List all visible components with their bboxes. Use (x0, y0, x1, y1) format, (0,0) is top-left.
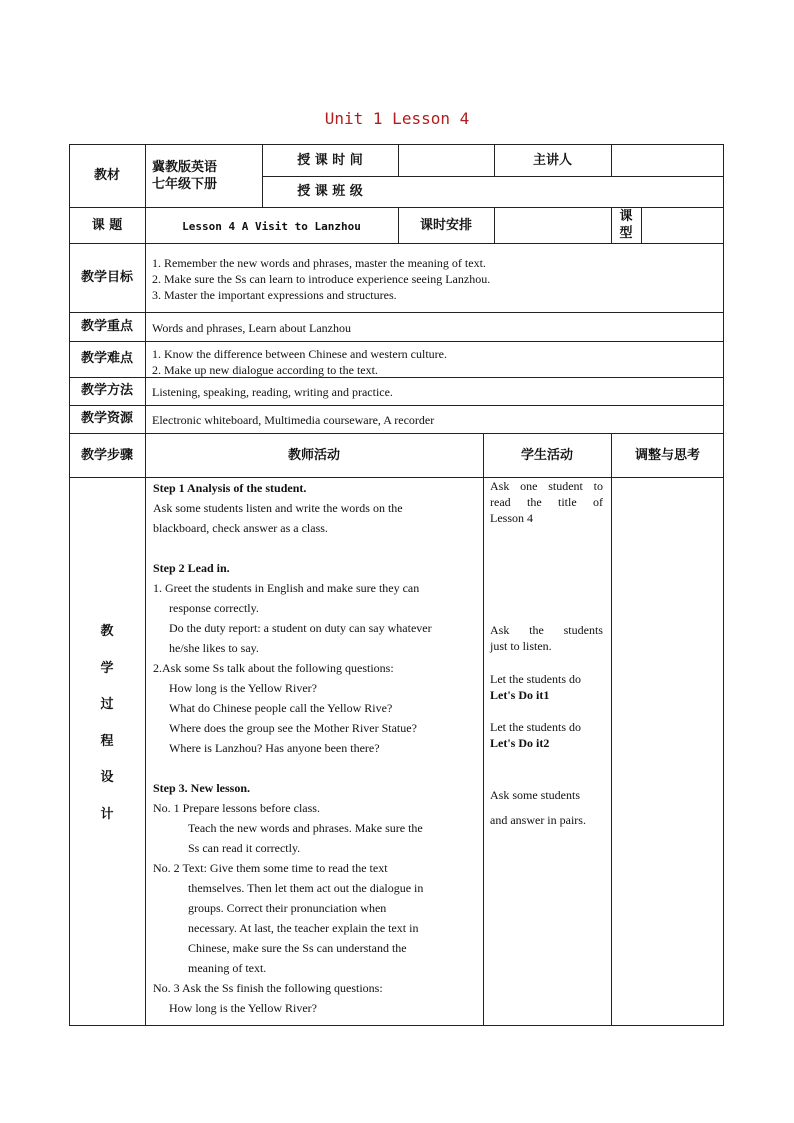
process-design-label (97, 614, 117, 834)
goals-label: 教学目标 (80, 270, 133, 285)
teach-time-label: 授 课 时 间 (297, 153, 363, 168)
teacher-activity-line: meaning of text. (188, 961, 267, 975)
process-char: 程 (100, 733, 114, 749)
student-line: Ask one student to (490, 479, 603, 493)
process-char: 学 (100, 660, 114, 676)
topic-label: 课 题 (91, 218, 123, 233)
topic-value: Lesson 4 A Visit to Lanzhou (182, 220, 361, 233)
student-block (490, 783, 586, 833)
teacher-activity-label: 教师活动 (287, 448, 340, 463)
goal-item: 3. Master the important expressions and structures. (152, 288, 397, 302)
teacher-activity-line: Step 3. New lesson. (153, 781, 251, 795)
teacher-activity-line: Ask some students listen and write the words on the (153, 501, 403, 515)
teacher-activity-line: No. 1 Prepare lessons before class. (153, 801, 320, 815)
teacher-activity-line: No. 2 Text: Give them some time to read the text (153, 861, 388, 875)
process-char: 计 (100, 806, 114, 822)
goals-list (152, 255, 490, 303)
goal-item: 2. Make sure the Ss can learn to introduce experience seeing Lanzhou. (152, 272, 491, 286)
schedule-label: 课时安排 (419, 218, 472, 233)
process-char: 教 (100, 624, 114, 639)
student-line: and answer in pairs. (490, 813, 586, 827)
reflection-label: 调整与思考 (634, 448, 700, 463)
teacher-activity-line: he/she likes to say. (169, 641, 259, 655)
teacher-activity-content (153, 478, 432, 1018)
student-block (490, 622, 603, 654)
student-line: Let the students do (490, 720, 581, 734)
student-line: read the title of (490, 495, 603, 509)
teacher-activity-line: How long is the Yellow River? (169, 1001, 317, 1015)
student-line: just to listen. (490, 639, 552, 653)
teacher-activity-line: Teach the new words and phrases. Make sure the (188, 821, 423, 835)
type-label-line1: 课 (619, 209, 633, 224)
teacher-activity-line: No. 3 Ask the Ss finish the following questions: (153, 981, 383, 995)
teacher-activity-line (153, 538, 432, 558)
teacher-activity-line (153, 758, 432, 778)
steps-label: 教学步骤 (80, 448, 133, 463)
student-block (490, 719, 581, 751)
process-char: 过 (100, 697, 114, 713)
type-label-line2: 型 (619, 226, 633, 241)
student-line: Let the students do (490, 672, 581, 686)
teacher-activity-line: themselves. Then let them act out the dialogue in (188, 881, 424, 895)
teach-class-label: 授 课 班 级 (297, 184, 363, 199)
student-activity-label: 学生活动 (520, 448, 573, 463)
teacher-activity-line: Do the duty report: a student on duty can say whatever (169, 621, 432, 635)
process-char: 设 (100, 770, 114, 786)
student-line: Ask some students (490, 788, 580, 802)
student-block (490, 478, 603, 526)
methods-value: Listening, speaking, reading, writing and practice. (152, 385, 393, 399)
difficulty-item: 2. Make up new dialogue according to the text. (152, 363, 378, 377)
difficulties-label: 教学难点 (80, 351, 133, 366)
teacher-activity-line: groups. Correct their pronunciation when (188, 901, 387, 915)
teacher-activity-line: Ss can read it correctly. (188, 841, 301, 855)
speaker-label: 主讲人 (532, 153, 572, 168)
teacher-activity-line: 1. Greet the students in English and make sure they can (153, 581, 420, 595)
material-label: 教材 (93, 168, 120, 183)
material-value-line1: 冀教版英语 (152, 160, 218, 175)
student-line: Let's Do it1 (490, 688, 550, 702)
teacher-activity-line: Step 1 Analysis of the student. (153, 481, 307, 495)
student-line: Lesson 4 (490, 511, 533, 525)
student-block (490, 671, 581, 703)
material-value-line2: 七年级下册 (152, 177, 218, 192)
teacher-activity-line: How long is the Yellow River? (169, 681, 317, 695)
resources-label: 教学资源 (80, 411, 133, 426)
teacher-activity-line: necessary. At last, the teacher explain the text in (188, 921, 419, 935)
teacher-activity-line: Step 2 Lead in. (153, 561, 230, 575)
student-line: Ask the students (490, 623, 603, 637)
teacher-activity-line: response correctly. (169, 601, 259, 615)
teacher-activity-line: blackboard, check answer as a class. (153, 521, 328, 535)
key-points-label: 教学重点 (80, 319, 133, 334)
page-title: Unit 1 Lesson 4 (324, 109, 470, 128)
methods-label: 教学方法 (80, 383, 133, 398)
difficulty-item: 1. Know the difference between Chinese and western culture. (152, 347, 448, 361)
teacher-activity-line: Chinese, make sure the Ss can understand the (188, 941, 407, 955)
teacher-activity-line: What do Chinese people call the Yellow Rive? (169, 701, 393, 715)
key-points-value: Words and phrases, Learn about Lanzhou (152, 321, 351, 335)
goal-item: 1. Remember the new words and phrases, master the meaning of text. (152, 256, 486, 270)
teacher-activity-line: Where is Lanzhou? Has anyone been there? (169, 741, 380, 755)
teacher-activity-line: Where does the group see the Mother River Statue? (169, 721, 417, 735)
student-line: Let's Do it2 (490, 736, 550, 750)
teacher-activity-line: 2.Ask some Ss talk about the following questions: (153, 661, 394, 675)
resources-value: Electronic whiteboard, Multimedia courseware, A recorder (152, 413, 435, 427)
difficulties-list (152, 346, 447, 378)
